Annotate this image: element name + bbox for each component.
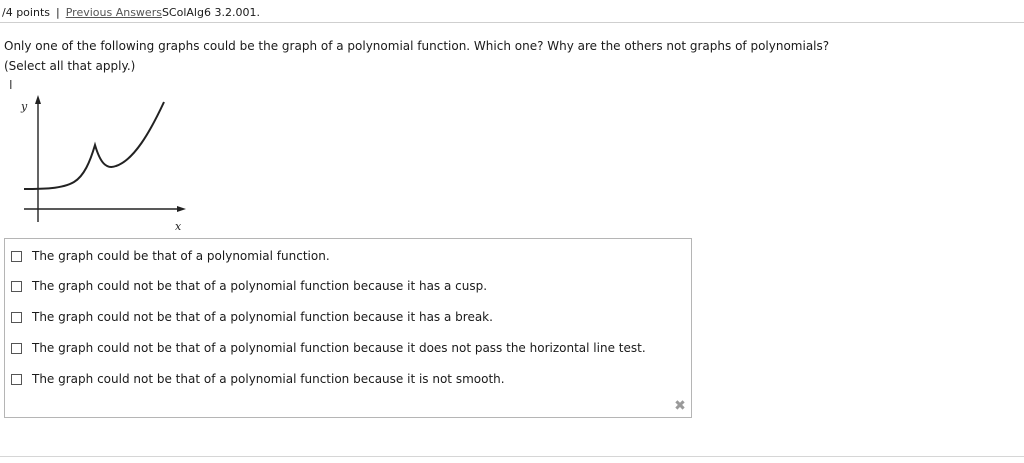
checkbox-icon[interactable] [11,281,22,292]
option-cusp[interactable] [11,279,487,293]
option-horizontal-line-test[interactable] [11,341,646,355]
checkbox-icon[interactable] [11,343,22,354]
option-label: The graph could not be that of a polynomial function because it is not smooth. [32,372,505,386]
problem-header [0,4,1024,22]
option-label: The graph could not be that of a polynomial function because it has a cusp. [32,279,488,293]
text-cursor-icon: I [9,78,13,92]
header-divider [0,22,1024,23]
checkbox-icon[interactable] [11,312,22,323]
question-block [4,36,829,76]
problem-code: SColAlg6 3.2.001. [161,6,260,19]
option-polynomial[interactable] [11,249,330,263]
curve-with-cusp [24,102,164,189]
bottom-divider [0,456,1024,457]
y-axis-arrow [35,95,41,104]
question-text: Only one of the following graphs could be the graph of a polynomial function. Which one? Why are the others not graphs of polynomials? [4,39,830,53]
option-label: The graph could not be that of a polynomial function because it has a break. [32,310,493,324]
close-x-icon[interactable]: ✖ [674,398,686,414]
option-label: The graph could be that of a polynomial function. [32,249,330,263]
checkbox-icon[interactable] [11,374,22,385]
option-break[interactable] [11,310,493,324]
answer-options-box [4,238,692,418]
polynomial-graph [12,92,202,232]
x-axis-arrow [177,206,186,212]
previous-answers-link[interactable]: Previous Answers [65,6,162,19]
x-axis-label: x [175,220,182,232]
checkbox-icon[interactable] [11,251,22,262]
points-label: /4 points [2,6,50,19]
header-separator: | [56,6,60,19]
option-not-smooth[interactable] [11,372,505,386]
option-label: The graph could not be that of a polynomial function because it does not pass the horizontal line test. [32,341,646,355]
question-instruction: (Select all that apply.) [4,59,136,73]
y-axis-label: y [21,100,28,113]
